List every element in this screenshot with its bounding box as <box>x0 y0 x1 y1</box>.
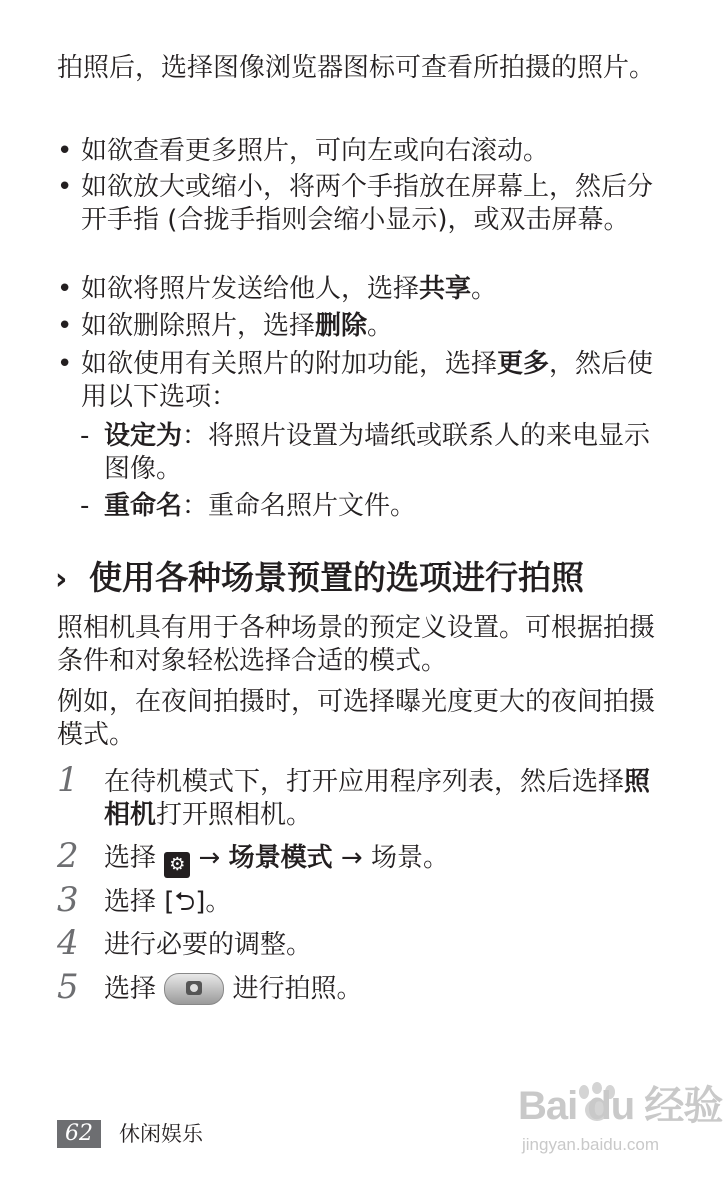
step-text-post: 打开照相机。 <box>156 800 313 830</box>
camera-app-label: 照相机 <box>104 767 651 830</box>
bullet-text <box>81 348 671 414</box>
step-text-post: ]。 <box>195 887 232 917</box>
footer-section-name: 休闲娱乐 <box>119 1122 203 1146</box>
step-number: 5 <box>57 967 79 1007</box>
bullet-text-post: ，然后使用以下选项： <box>81 349 654 412</box>
bullet-symbol: • <box>57 172 73 202</box>
bullet-text <box>81 273 671 306</box>
bullet-text <box>81 310 671 343</box>
baidu-watermark <box>512 1082 723 1162</box>
step-text <box>104 842 674 878</box>
arrow-symbol: → <box>340 843 363 873</box>
step-text <box>104 766 674 832</box>
more-option-label: 更多 <box>497 349 550 379</box>
step-number: 3 <box>57 880 79 920</box>
step-number: 1 <box>57 760 79 800</box>
dash-symbol: - <box>80 491 90 521</box>
step-text-post: 进行拍照。 <box>232 974 363 1004</box>
watermark-brand: Bai du 经验 <box>518 1084 723 1128</box>
page-number: 62 <box>57 1120 101 1148</box>
section-heading-text: 使用各种场景预置的选项进行拍照 <box>89 558 584 597</box>
delete-option-label: 删除 <box>315 311 368 341</box>
example-paragraph: 例如，在夜间拍摄时，可选择曝光度更大的夜间拍摄模式。 <box>57 687 656 750</box>
watermark-url: jingyan.baidu.com <box>522 1135 660 1154</box>
sub-item-description: 将照片设置为墙纸或联系人的来电显示图像。 <box>104 421 651 484</box>
bullet-text-post: 。 <box>471 274 498 304</box>
bullet-text-pre: 如欲将照片发送给他人，选择 <box>81 274 420 304</box>
step-text-post: 场景。 <box>370 843 449 873</box>
bullet-text: 如欲查看更多照片，可向左或向右滚动。 <box>81 136 550 166</box>
intro-paragraph: 拍照后，选择图像浏览器图标可查看所拍摄的照片。 <box>57 53 656 83</box>
step-text-pre: 选择 <box>104 843 157 873</box>
set-as-label: 设定为 <box>104 421 183 451</box>
bullet-text: 如欲放大或缩小，将两个手指放在屏幕上，然后分开手指 (合拢手指则会缩小显示)，或双击屏幕。 <box>81 172 654 235</box>
step-number: 2 <box>57 836 79 876</box>
step-text-pre: 选择 <box>104 974 157 1004</box>
step-text <box>104 886 674 919</box>
sub-item-text <box>104 420 664 486</box>
arrow-symbol: → <box>198 843 221 873</box>
share-option-label: 共享 <box>419 274 472 304</box>
bullet-symbol: • <box>57 349 73 379</box>
bullet-symbol: • <box>57 136 73 166</box>
separator: ： <box>182 421 209 451</box>
step-number: 4 <box>57 923 79 963</box>
chevron-right-icon: › <box>55 562 68 597</box>
gear-icon: ⚙ <box>164 852 190 878</box>
step-text <box>104 973 674 1006</box>
separator: ： <box>182 491 209 521</box>
step-text-pre: 在待机模式下，打开应用程序列表，然后选择 <box>104 767 625 797</box>
bullet-symbol: • <box>57 311 73 341</box>
bullet-symbol: • <box>57 274 73 304</box>
bullet-text-pre: 如欲使用有关照片的附加功能，选择 <box>81 349 498 379</box>
sub-item-description: 重命名照片文件。 <box>208 491 417 521</box>
bullet-text-post: 。 <box>367 311 394 341</box>
back-icon: ⮌ <box>174 887 196 917</box>
scene-mode-label: 场景模式 <box>228 843 333 873</box>
section-heading <box>55 556 715 602</box>
bullet-text-pre: 如欲删除照片，选择 <box>81 311 316 341</box>
rename-label: 重命名 <box>104 491 183 521</box>
step-text-pre: 选择 [ <box>104 887 175 917</box>
step-text: 进行必要的调整。 <box>104 930 313 960</box>
description-paragraph: 照相机具有用于各种场景的预定义设置。可根据拍摄条件和对象轻松选择合适的模式。 <box>57 613 656 676</box>
dash-symbol: - <box>80 421 90 451</box>
sub-item-text <box>104 490 664 523</box>
camera-icon <box>164 973 224 1005</box>
